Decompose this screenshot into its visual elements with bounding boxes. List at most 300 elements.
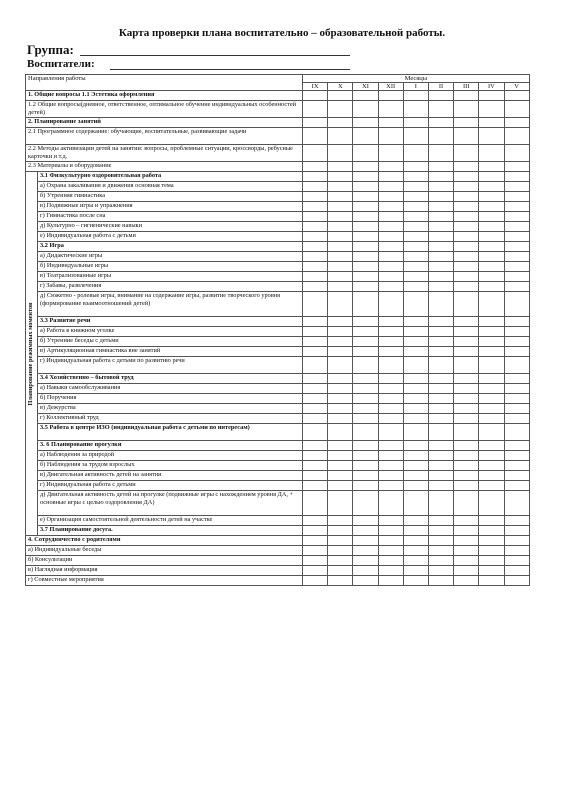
month-cell-III[interactable] <box>454 556 479 566</box>
month-cell-X[interactable] <box>328 481 353 491</box>
month-cell-II[interactable] <box>428 182 453 192</box>
month-cell-II[interactable] <box>428 566 453 576</box>
month-cell-III[interactable] <box>454 242 479 252</box>
month-cell-XI[interactable] <box>353 91 378 101</box>
month-cell-X[interactable] <box>328 192 353 202</box>
month-cell-IX[interactable] <box>303 481 328 491</box>
month-cell-IV[interactable] <box>479 202 504 212</box>
month-cell-IX[interactable] <box>303 347 328 357</box>
month-cell-V[interactable] <box>504 101 529 118</box>
month-cell-IX[interactable] <box>303 404 328 414</box>
month-cell-II[interactable] <box>428 451 453 461</box>
month-cell-II[interactable] <box>428 145 453 162</box>
month-cell-IV[interactable] <box>479 404 504 414</box>
month-cell-I[interactable] <box>403 172 428 182</box>
month-cell-II[interactable] <box>428 222 453 232</box>
month-cell-V[interactable] <box>504 546 529 556</box>
month-cell-I[interactable] <box>403 128 428 145</box>
month-cell-IX[interactable] <box>303 384 328 394</box>
month-cell-X[interactable] <box>328 516 353 526</box>
month-cell-XII[interactable] <box>378 576 403 586</box>
month-cell-IX[interactable] <box>303 337 328 347</box>
month-cell-XI[interactable] <box>353 481 378 491</box>
month-cell-X[interactable] <box>328 212 353 222</box>
month-cell-IX[interactable] <box>303 556 328 566</box>
month-cell-IV[interactable] <box>479 192 504 202</box>
month-cell-II[interactable] <box>428 414 453 424</box>
month-cell-IV[interactable] <box>479 91 504 101</box>
month-cell-XI[interactable] <box>353 451 378 461</box>
month-cell-IV[interactable] <box>479 182 504 192</box>
month-cell-XII[interactable] <box>378 292 403 317</box>
month-cell-I[interactable] <box>403 222 428 232</box>
month-cell-III[interactable] <box>454 91 479 101</box>
month-cell-XII[interactable] <box>378 182 403 192</box>
month-cell-X[interactable] <box>328 327 353 337</box>
month-cell-III[interactable] <box>454 252 479 262</box>
month-cell-IX[interactable] <box>303 516 328 526</box>
month-cell-II[interactable] <box>428 162 453 172</box>
month-cell-II[interactable] <box>428 461 453 471</box>
month-cell-XI[interactable] <box>353 232 378 242</box>
month-cell-IX[interactable] <box>303 526 328 536</box>
month-cell-XI[interactable] <box>353 424 378 441</box>
month-cell-V[interactable] <box>504 212 529 222</box>
month-cell-III[interactable] <box>454 357 479 374</box>
month-cell-III[interactable] <box>454 162 479 172</box>
month-cell-IV[interactable] <box>479 481 504 491</box>
month-cell-I[interactable] <box>403 471 428 481</box>
month-cell-II[interactable] <box>428 576 453 586</box>
month-cell-XI[interactable] <box>353 282 378 292</box>
month-cell-I[interactable] <box>403 556 428 566</box>
month-cell-II[interactable] <box>428 357 453 374</box>
month-cell-II[interactable] <box>428 556 453 566</box>
month-cell-XI[interactable] <box>353 172 378 182</box>
month-cell-II[interactable] <box>428 337 453 347</box>
month-cell-XII[interactable] <box>378 347 403 357</box>
month-cell-V[interactable] <box>504 145 529 162</box>
month-cell-XII[interactable] <box>378 451 403 461</box>
month-cell-IX[interactable] <box>303 394 328 404</box>
month-cell-V[interactable] <box>504 491 529 516</box>
month-cell-I[interactable] <box>403 526 428 536</box>
month-cell-I[interactable] <box>403 347 428 357</box>
month-cell-IX[interactable] <box>303 566 328 576</box>
month-cell-X[interactable] <box>328 461 353 471</box>
month-cell-V[interactable] <box>504 566 529 576</box>
month-cell-IV[interactable] <box>479 222 504 232</box>
month-cell-XII[interactable] <box>378 192 403 202</box>
month-cell-I[interactable] <box>403 317 428 327</box>
month-cell-XII[interactable] <box>378 282 403 292</box>
month-cell-IV[interactable] <box>479 292 504 317</box>
month-cell-I[interactable] <box>403 441 428 451</box>
month-cell-IX[interactable] <box>303 441 328 451</box>
month-cell-II[interactable] <box>428 327 453 337</box>
month-cell-XII[interactable] <box>378 536 403 546</box>
month-cell-V[interactable] <box>504 461 529 471</box>
month-cell-II[interactable] <box>428 394 453 404</box>
month-cell-XI[interactable] <box>353 374 378 384</box>
month-cell-IV[interactable] <box>479 566 504 576</box>
month-cell-XII[interactable] <box>378 232 403 242</box>
month-cell-V[interactable] <box>504 192 529 202</box>
month-cell-I[interactable] <box>403 262 428 272</box>
month-cell-X[interactable] <box>328 162 353 172</box>
month-cell-IV[interactable] <box>479 461 504 471</box>
month-cell-XII[interactable] <box>378 566 403 576</box>
month-cell-I[interactable] <box>403 461 428 471</box>
month-cell-IV[interactable] <box>479 128 504 145</box>
month-cell-I[interactable] <box>403 192 428 202</box>
month-cell-X[interactable] <box>328 394 353 404</box>
month-cell-XII[interactable] <box>378 516 403 526</box>
month-cell-I[interactable] <box>403 118 428 128</box>
month-cell-IX[interactable] <box>303 272 328 282</box>
month-cell-XI[interactable] <box>353 101 378 118</box>
month-cell-IX[interactable] <box>303 222 328 232</box>
month-cell-II[interactable] <box>428 282 453 292</box>
month-cell-III[interactable] <box>454 101 479 118</box>
month-cell-I[interactable] <box>403 516 428 526</box>
month-cell-II[interactable] <box>428 172 453 182</box>
month-cell-II[interactable] <box>428 272 453 282</box>
month-cell-I[interactable] <box>403 394 428 404</box>
month-cell-III[interactable] <box>454 526 479 536</box>
month-cell-XI[interactable] <box>353 414 378 424</box>
month-cell-III[interactable] <box>454 327 479 337</box>
month-cell-II[interactable] <box>428 192 453 202</box>
month-cell-III[interactable] <box>454 424 479 441</box>
month-cell-V[interactable] <box>504 317 529 327</box>
month-cell-X[interactable] <box>328 451 353 461</box>
month-cell-X[interactable] <box>328 118 353 128</box>
month-cell-IV[interactable] <box>479 526 504 536</box>
month-cell-III[interactable] <box>454 232 479 242</box>
month-cell-XII[interactable] <box>378 128 403 145</box>
month-cell-XI[interactable] <box>353 516 378 526</box>
month-cell-XI[interactable] <box>353 272 378 282</box>
month-cell-XI[interactable] <box>353 404 378 414</box>
month-cell-IX[interactable] <box>303 212 328 222</box>
month-cell-XII[interactable] <box>378 262 403 272</box>
month-cell-IX[interactable] <box>303 101 328 118</box>
month-cell-III[interactable] <box>454 202 479 212</box>
month-cell-II[interactable] <box>428 292 453 317</box>
month-cell-IX[interactable] <box>303 128 328 145</box>
month-cell-XII[interactable] <box>378 546 403 556</box>
month-cell-X[interactable] <box>328 347 353 357</box>
month-cell-III[interactable] <box>454 516 479 526</box>
month-cell-XI[interactable] <box>353 182 378 192</box>
month-cell-IX[interactable] <box>303 192 328 202</box>
month-cell-IV[interactable] <box>479 394 504 404</box>
month-cell-III[interactable] <box>454 384 479 394</box>
month-cell-II[interactable] <box>428 491 453 516</box>
month-cell-II[interactable] <box>428 232 453 242</box>
month-cell-V[interactable] <box>504 481 529 491</box>
month-cell-V[interactable] <box>504 451 529 461</box>
month-cell-III[interactable] <box>454 471 479 481</box>
month-cell-II[interactable] <box>428 384 453 394</box>
month-cell-V[interactable] <box>504 374 529 384</box>
month-cell-III[interactable] <box>454 317 479 327</box>
month-cell-II[interactable] <box>428 536 453 546</box>
month-cell-II[interactable] <box>428 481 453 491</box>
month-cell-V[interactable] <box>504 292 529 317</box>
month-cell-X[interactable] <box>328 101 353 118</box>
month-cell-II[interactable] <box>428 471 453 481</box>
month-cell-IV[interactable] <box>479 357 504 374</box>
month-cell-X[interactable] <box>328 292 353 317</box>
month-cell-V[interactable] <box>504 118 529 128</box>
month-cell-X[interactable] <box>328 546 353 556</box>
month-cell-V[interactable] <box>504 516 529 526</box>
month-cell-IV[interactable] <box>479 101 504 118</box>
month-cell-XI[interactable] <box>353 202 378 212</box>
month-cell-III[interactable] <box>454 292 479 317</box>
month-cell-XI[interactable] <box>353 162 378 172</box>
month-cell-IV[interactable] <box>479 536 504 546</box>
month-cell-XII[interactable] <box>378 384 403 394</box>
month-cell-X[interactable] <box>328 384 353 394</box>
month-cell-XII[interactable] <box>378 556 403 566</box>
month-cell-IX[interactable] <box>303 414 328 424</box>
month-cell-V[interactable] <box>504 162 529 172</box>
month-cell-V[interactable] <box>504 262 529 272</box>
month-cell-X[interactable] <box>328 357 353 374</box>
month-cell-IX[interactable] <box>303 118 328 128</box>
month-cell-XI[interactable] <box>353 471 378 481</box>
month-cell-XI[interactable] <box>353 128 378 145</box>
month-cell-IV[interactable] <box>479 242 504 252</box>
month-cell-I[interactable] <box>403 414 428 424</box>
month-cell-I[interactable] <box>403 242 428 252</box>
month-cell-IV[interactable] <box>479 327 504 337</box>
month-cell-IX[interactable] <box>303 536 328 546</box>
month-cell-IV[interactable] <box>479 424 504 441</box>
month-cell-XII[interactable] <box>378 317 403 327</box>
month-cell-III[interactable] <box>454 566 479 576</box>
month-cell-II[interactable] <box>428 526 453 536</box>
month-cell-III[interactable] <box>454 374 479 384</box>
month-cell-XI[interactable] <box>353 118 378 128</box>
month-cell-IX[interactable] <box>303 576 328 586</box>
month-cell-X[interactable] <box>328 317 353 327</box>
month-cell-IX[interactable] <box>303 282 328 292</box>
month-cell-III[interactable] <box>454 394 479 404</box>
month-cell-IX[interactable] <box>303 182 328 192</box>
month-cell-I[interactable] <box>403 232 428 242</box>
month-cell-III[interactable] <box>454 441 479 451</box>
month-cell-III[interactable] <box>454 481 479 491</box>
month-cell-III[interactable] <box>454 262 479 272</box>
month-cell-XI[interactable] <box>353 491 378 516</box>
month-cell-III[interactable] <box>454 272 479 282</box>
month-cell-XI[interactable] <box>353 192 378 202</box>
month-cell-IV[interactable] <box>479 252 504 262</box>
month-cell-V[interactable] <box>504 424 529 441</box>
month-cell-II[interactable] <box>428 424 453 441</box>
month-cell-XII[interactable] <box>378 252 403 262</box>
month-cell-XI[interactable] <box>353 526 378 536</box>
month-cell-IV[interactable] <box>479 384 504 394</box>
month-cell-I[interactable] <box>403 292 428 317</box>
month-cell-XII[interactable] <box>378 414 403 424</box>
month-cell-III[interactable] <box>454 546 479 556</box>
month-cell-III[interactable] <box>454 172 479 182</box>
month-cell-II[interactable] <box>428 546 453 556</box>
month-cell-III[interactable] <box>454 404 479 414</box>
month-cell-I[interactable] <box>403 424 428 441</box>
month-cell-X[interactable] <box>328 182 353 192</box>
month-cell-XI[interactable] <box>353 384 378 394</box>
month-cell-I[interactable] <box>403 576 428 586</box>
month-cell-I[interactable] <box>403 374 428 384</box>
month-cell-IX[interactable] <box>303 292 328 317</box>
month-cell-I[interactable] <box>403 546 428 556</box>
month-cell-IX[interactable] <box>303 327 328 337</box>
month-cell-V[interactable] <box>504 441 529 451</box>
month-cell-V[interactable] <box>504 172 529 182</box>
month-cell-XI[interactable] <box>353 317 378 327</box>
month-cell-V[interactable] <box>504 128 529 145</box>
month-cell-IV[interactable] <box>479 162 504 172</box>
month-cell-II[interactable] <box>428 118 453 128</box>
month-cell-XI[interactable] <box>353 441 378 451</box>
month-cell-XI[interactable] <box>353 461 378 471</box>
month-cell-IV[interactable] <box>479 414 504 424</box>
month-cell-X[interactable] <box>328 404 353 414</box>
month-cell-IV[interactable] <box>479 172 504 182</box>
month-cell-X[interactable] <box>328 145 353 162</box>
month-cell-IX[interactable] <box>303 424 328 441</box>
month-cell-IV[interactable] <box>479 374 504 384</box>
month-cell-III[interactable] <box>454 451 479 461</box>
month-cell-XII[interactable] <box>378 357 403 374</box>
month-cell-V[interactable] <box>504 337 529 347</box>
month-cell-II[interactable] <box>428 516 453 526</box>
month-cell-IX[interactable] <box>303 242 328 252</box>
month-cell-II[interactable] <box>428 242 453 252</box>
month-cell-IX[interactable] <box>303 357 328 374</box>
month-cell-IX[interactable] <box>303 374 328 384</box>
month-cell-II[interactable] <box>428 317 453 327</box>
month-cell-V[interactable] <box>504 202 529 212</box>
month-cell-I[interactable] <box>403 481 428 491</box>
month-cell-V[interactable] <box>504 394 529 404</box>
month-cell-XI[interactable] <box>353 576 378 586</box>
month-cell-V[interactable] <box>504 384 529 394</box>
month-cell-III[interactable] <box>454 145 479 162</box>
month-cell-II[interactable] <box>428 91 453 101</box>
month-cell-V[interactable] <box>504 282 529 292</box>
month-cell-IV[interactable] <box>479 546 504 556</box>
month-cell-XI[interactable] <box>353 347 378 357</box>
month-cell-I[interactable] <box>403 272 428 282</box>
month-cell-I[interactable] <box>403 337 428 347</box>
month-cell-II[interactable] <box>428 101 453 118</box>
month-cell-XI[interactable] <box>353 145 378 162</box>
month-cell-V[interactable] <box>504 536 529 546</box>
month-cell-X[interactable] <box>328 282 353 292</box>
month-cell-X[interactable] <box>328 128 353 145</box>
month-cell-IV[interactable] <box>479 118 504 128</box>
month-cell-X[interactable] <box>328 272 353 282</box>
month-cell-XII[interactable] <box>378 461 403 471</box>
month-cell-II[interactable] <box>428 262 453 272</box>
month-cell-XI[interactable] <box>353 262 378 272</box>
month-cell-I[interactable] <box>403 182 428 192</box>
month-cell-III[interactable] <box>454 576 479 586</box>
month-cell-II[interactable] <box>428 441 453 451</box>
month-cell-XI[interactable] <box>353 536 378 546</box>
month-cell-III[interactable] <box>454 461 479 471</box>
month-cell-I[interactable] <box>403 357 428 374</box>
month-cell-XII[interactable] <box>378 91 403 101</box>
month-cell-I[interactable] <box>403 404 428 414</box>
month-cell-X[interactable] <box>328 526 353 536</box>
month-cell-XI[interactable] <box>353 394 378 404</box>
month-cell-XII[interactable] <box>378 172 403 182</box>
month-cell-IV[interactable] <box>479 556 504 566</box>
month-cell-I[interactable] <box>403 212 428 222</box>
month-cell-I[interactable] <box>403 101 428 118</box>
month-cell-IX[interactable] <box>303 491 328 516</box>
month-cell-III[interactable] <box>454 282 479 292</box>
month-cell-I[interactable] <box>403 202 428 212</box>
month-cell-X[interactable] <box>328 414 353 424</box>
month-cell-V[interactable] <box>504 232 529 242</box>
month-cell-IV[interactable] <box>479 576 504 586</box>
month-cell-XII[interactable] <box>378 424 403 441</box>
month-cell-XII[interactable] <box>378 222 403 232</box>
month-cell-X[interactable] <box>328 374 353 384</box>
month-cell-V[interactable] <box>504 242 529 252</box>
month-cell-XII[interactable] <box>378 471 403 481</box>
month-cell-IX[interactable] <box>303 451 328 461</box>
month-cell-IV[interactable] <box>479 317 504 327</box>
month-cell-XI[interactable] <box>353 292 378 317</box>
month-cell-XII[interactable] <box>378 394 403 404</box>
month-cell-V[interactable] <box>504 404 529 414</box>
month-cell-XII[interactable] <box>378 481 403 491</box>
month-cell-X[interactable] <box>328 441 353 451</box>
month-cell-V[interactable] <box>504 471 529 481</box>
month-cell-V[interactable] <box>504 252 529 262</box>
month-cell-XII[interactable] <box>378 491 403 516</box>
month-cell-IV[interactable] <box>479 491 504 516</box>
month-cell-V[interactable] <box>504 556 529 566</box>
month-cell-I[interactable] <box>403 252 428 262</box>
month-cell-X[interactable] <box>328 556 353 566</box>
month-cell-X[interactable] <box>328 491 353 516</box>
month-cell-XI[interactable] <box>353 556 378 566</box>
month-cell-III[interactable] <box>454 118 479 128</box>
month-cell-IX[interactable] <box>303 202 328 212</box>
month-cell-IV[interactable] <box>479 516 504 526</box>
month-cell-XI[interactable] <box>353 337 378 347</box>
month-cell-XI[interactable] <box>353 566 378 576</box>
month-cell-XII[interactable] <box>378 272 403 282</box>
month-cell-V[interactable] <box>504 576 529 586</box>
month-cell-XI[interactable] <box>353 212 378 222</box>
month-cell-I[interactable] <box>403 566 428 576</box>
month-cell-XII[interactable] <box>378 242 403 252</box>
month-cell-XI[interactable] <box>353 252 378 262</box>
month-cell-X[interactable] <box>328 262 353 272</box>
